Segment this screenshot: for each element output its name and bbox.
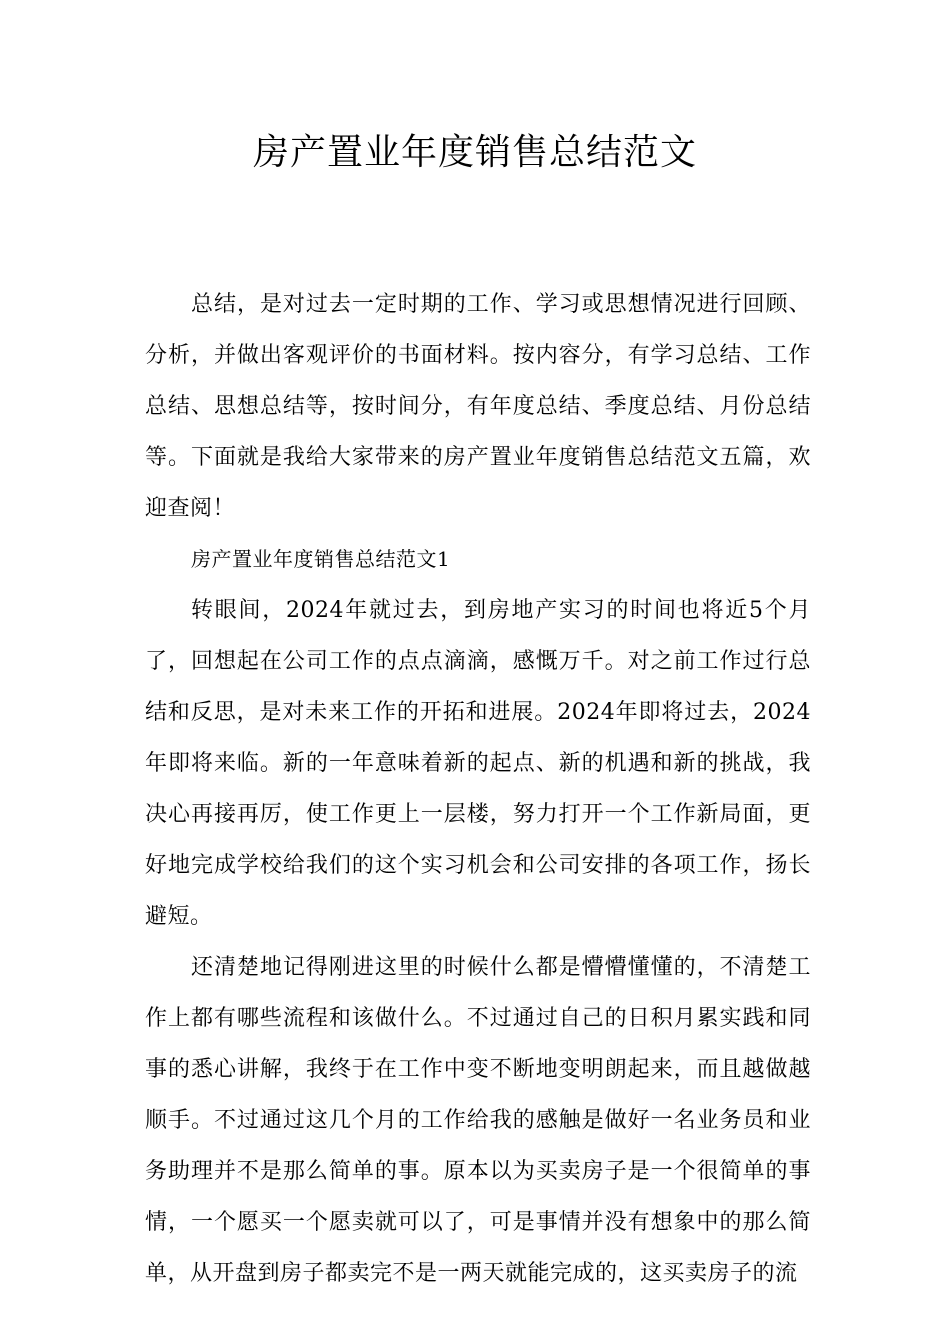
body-paragraph-2: 还清楚地记得刚进这里的时候什么都是懵懵懂懂的，不清楚工作上都有哪些流程和该做什么。不过通过自己的日积月累实践和同事的悉心讲解，我终于在工作中变不断地变明朗起来，而且越做越顺手。不过通过这几个月的工作给我的感触是做好一名业务员和业务助理并不是那么简单的事。原本以为买卖房子是一个很简单的事情，一个愿买一个愿卖就可以了，可是事情并没有想象中的那么简单，从开盘到房子都卖完不是一两天就能完成的，这买卖房子的流	[145, 955, 811, 1286]
body-paragraph-1: 转眼间，2024年就过去，到房地产实习的时间也将近5个月了，回想起在公司工作的点点滴滴，感慨万千。对之前工作过行总结和反思，是对未来工作的开拓和进展。2024年即将过去，2024年即将来临。新的一年意味着新的起点、新的机遇和新的挑战，我决心再接再厉，使工作更上一层楼，努力打开一个工作新局面，更好地完成学校给我们的这个实习机会和公司安排的各项工作，扬长避短。	[145, 598, 811, 929]
section-heading: 房产置业年度销售总结范文1	[191, 547, 451, 571]
intro-paragraph: 总结，是对过去一定时期的工作、学习或思想情况进行回顾、分析，并做出客观评价的书面材料。按内容分，有学习总结、工作总结、思想总结等，按时间分，有年度总结、季度总结、月份总结等。下面就是我给大家带来的房产置业年度销售总结范文五篇，欢迎查阅！	[145, 292, 811, 521]
document-body	[145, 279, 811, 1299]
document-title: 房产置业年度销售总结范文	[252, 132, 697, 173]
